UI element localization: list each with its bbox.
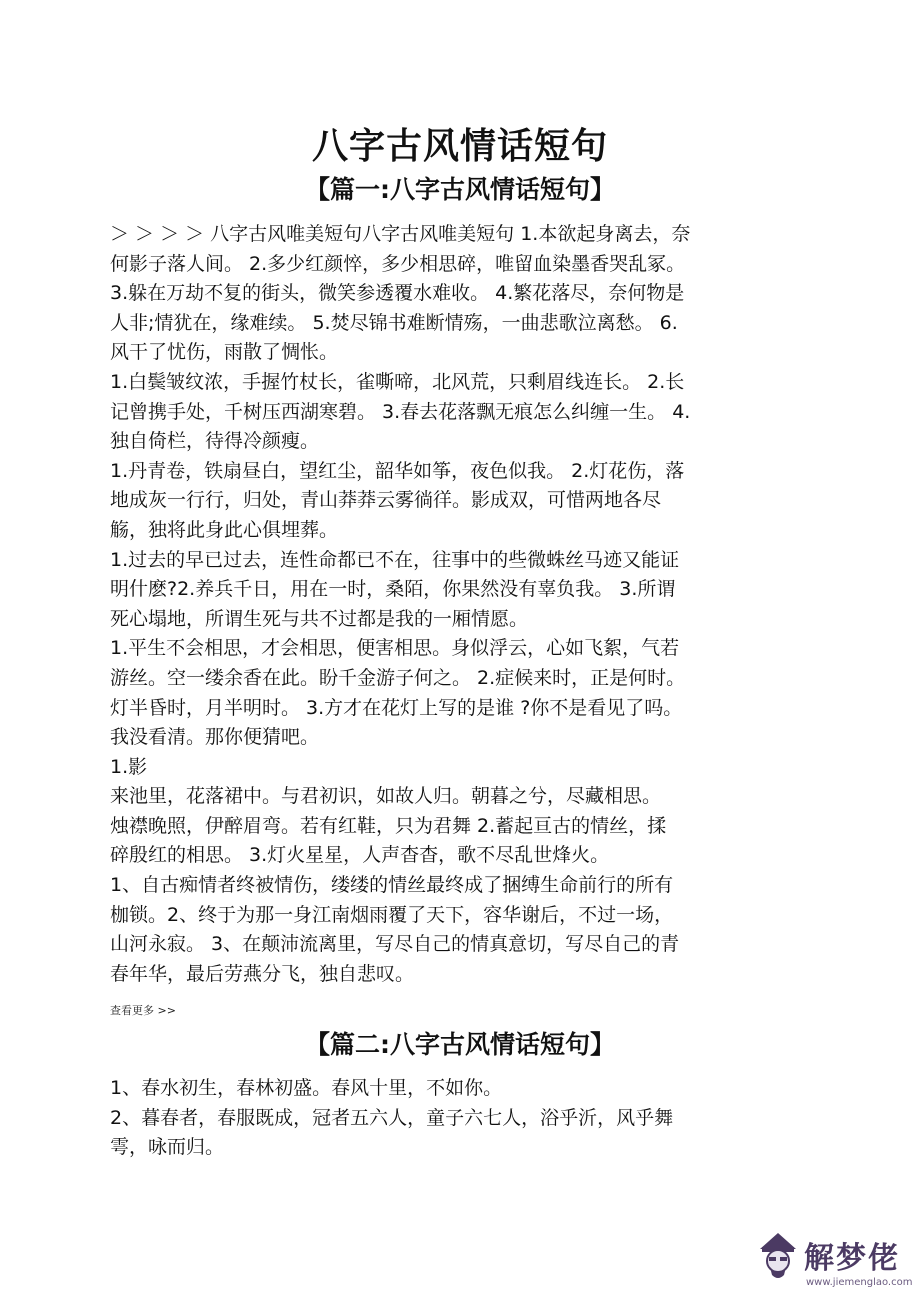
text-line: 1.平生不会相思，才会相思，便害相思。身似浮云，心如飞絮，气若 — [110, 637, 680, 660]
text-line: 1、自古痴情者终被情伤，缕缕的情丝最终成了捆缚生命前行的所有 — [110, 874, 674, 897]
text-line: 春年华，最后劳燕分飞，独自悲叹。 — [110, 962, 415, 985]
text-line: 人非;情犹在，缘难续。 5.焚尽锦书难断情殇，一曲悲歌泣离愁。 6. — [110, 311, 678, 334]
more-link[interactable]: 查看更多 >> — [110, 1004, 176, 1017]
text-line: 1.过去的早已过去，连性命都已不在，往事中的些微蛛丝马迹又能证 — [110, 548, 680, 571]
text-line: 3.躲在万劫不复的街头，微笑参透覆水难收。 4.繁花落尽，奈何物是 — [110, 282, 685, 305]
text-line: 觞，独将此身此心俱埋葬。 — [110, 518, 339, 541]
text-line: 烛襟晚照，伊醉眉弯。若有红鞋，只为君舞 2.蓄起亘古的情丝，揉 — [110, 814, 667, 837]
text-line: 1.丹青卷，铁扇昼白，望红尘，韶华如筝，夜色似我。 2.灯花伤，落 — [110, 459, 685, 482]
text-line: 明什麽?2.养兵千日，用在一时，桑陌，你果然没有辜负我。 3.所谓 — [110, 578, 676, 601]
watermark-url: www.jiemenglao.com — [806, 1277, 913, 1288]
text-line: 游丝。空一缕余香在此。盼千金游子何之。 2.症候来时，正是何时。 — [110, 666, 686, 689]
text-line: ＞ ＞ ＞ ＞ 八字古风唯美短句八字古风唯美短句 1.本欲起身离去，奈 — [110, 223, 691, 245]
section-2-heading: 【篇二:八字古风情话短句】 — [305, 1030, 615, 1059]
text-line: 记曾携手处，千树压西湖寒碧。 3.春去花落飘无痕怎么纠缠一生。 4. — [110, 400, 691, 423]
text-line: 雩，咏而归。 — [110, 1136, 225, 1159]
text-line: 死心塌地，所谓生死与共不过都是我的一厢情愿。 — [110, 607, 529, 630]
text-line: 1、春水初生，春林初盛。春风十里，不如你。 — [110, 1077, 503, 1099]
watermark-brand: 解梦佬 — [804, 1241, 900, 1276]
section-2-body — [110, 1074, 790, 1163]
text-line: 1.白鬓皱纹浓，手握竹杖长，雀嘶啼，北风荒，只剩眉线连长。 2.长 — [110, 370, 685, 393]
section-1-heading: 【篇一:八字古风情话短句】 — [305, 175, 615, 204]
text-line: 枷锁。2、终于为那一身江南烟雨覆了天下，容华谢后，不过一场， — [110, 903, 674, 926]
text-line: 地成灰一行行，归处，青山莽莽云雾徜徉。影成双，可惜两地各尽 — [110, 489, 662, 512]
text-line: 碎殷红的相思。 3.灯火星星，人声杳杳，歌不尽乱世烽火。 — [110, 844, 610, 867]
text-line: 山河永寂。 3、在颠沛流离里，写尽自己的情真意切，写尽自己的青 — [110, 933, 680, 956]
document-title: 八字古风情话短句 — [311, 126, 608, 167]
text-line: 独自倚栏，待得冷颜瘦。 — [110, 430, 320, 453]
text-line: 1.影 — [110, 755, 148, 778]
text-line: 何影子落人间。 2.多少红颜悴，多少相思碎，唯留血染墨香哭乱冢。 — [110, 252, 686, 275]
text-line: 2、暮春者，春服既成，冠者五六人，童子六七人，浴乎沂，风乎舞 — [110, 1106, 674, 1129]
section-1-body — [110, 220, 790, 989]
text-line: 我没看清。那你便猜吧。 — [110, 726, 320, 749]
text-line: 风干了忧伤，雨散了惆怅。 — [110, 341, 339, 364]
watermark — [752, 1227, 913, 1297]
text-line: 灯半昏时，月半明时。 3.方才在花灯上写的是谁 ?你不是看见了吗。 — [110, 696, 683, 719]
fortune-teller-logo-icon — [752, 1227, 804, 1285]
text-line: 来池里，花落裙中。与君初识，如故人归。朝暮之兮，尽藏相思。 — [110, 785, 662, 808]
